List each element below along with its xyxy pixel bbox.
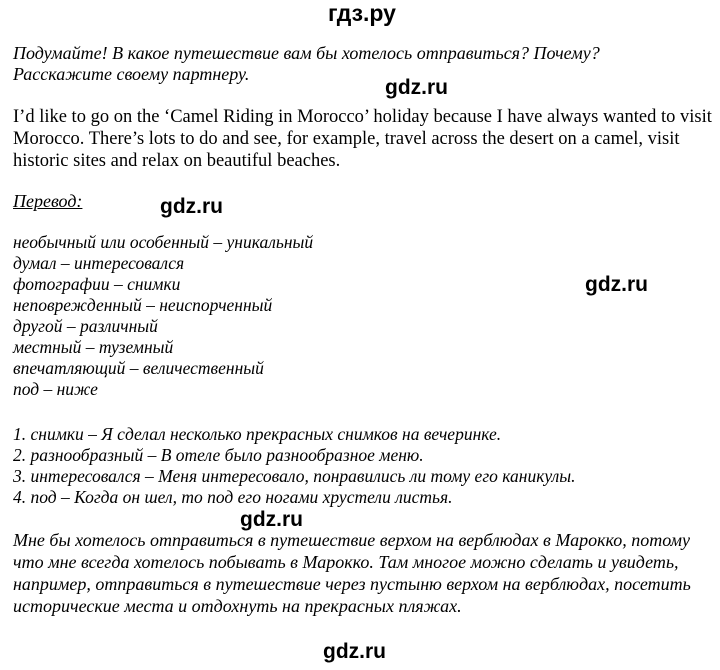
sentence-item: 2. разнообразный – В отеле было разнообразное меню. — [13, 445, 424, 465]
task-prompt-line-1: Подумайте! В какое путешествие вам бы хотелось отправиться? Почему? — [13, 43, 600, 63]
task-prompt — [13, 43, 713, 85]
sentence-item: 4. под – Когда он шел, то под его ногами хрустели листья. — [13, 487, 453, 507]
sentence-item: 1. снимки – Я сделал несколько прекрасных снимков на вечеринке. — [13, 424, 502, 444]
synonym-list — [13, 232, 313, 400]
synonym-item: неповрежденный – неиспорченный — [13, 295, 273, 315]
watermark-2: gdz.ru — [160, 195, 223, 218]
synonym-item: местный – туземный — [13, 337, 174, 357]
watermark-bottom: gdz.ru — [323, 640, 386, 663]
task-prompt-line-2: Расскажите своему партнеру. — [13, 64, 250, 84]
synonym-item: впечатляющий – величественный — [13, 358, 264, 378]
synonym-item: фотографии – снимки — [13, 274, 181, 294]
answer-russian: Мне бы хотелось отправиться в путешествие верхом на верблюдах в Марокко, потому что мне всегда хотелось побывать в Марокко. Там многое можно сделать и увидеть, например, отправиться в путешествие через пустыню верхом на верблюдах, посетить исторические места и отдохнуть на прекрасных пляжах. — [13, 530, 691, 616]
sentence-item: 3. интересовался – Меня интересовало, понравились ли тому его каникулы. — [13, 466, 576, 486]
synonym-item: под – ниже — [13, 379, 98, 399]
watermark-3: gdz.ru — [585, 273, 648, 296]
watermark-1: gdz.ru — [385, 76, 448, 99]
synonym-item: думал – интересовался — [13, 253, 185, 273]
watermark-top: гдз.ру — [328, 0, 396, 26]
answer-english: I’d like to go on the ‘Camel Riding in Morocco’ holiday because I have always wanted to visit Morocco. There’s lots to do and see, for example, travel across the desert on a camel, visit historic sites and relax on beautiful beaches. — [13, 107, 712, 171]
example-sentences — [13, 424, 576, 508]
translation-heading: Перевод: — [13, 191, 83, 211]
watermark-4: gdz.ru — [240, 508, 303, 531]
synonym-item: другой – различный — [13, 316, 158, 336]
synonym-item: необычный или особенный – уникальный — [13, 232, 314, 252]
